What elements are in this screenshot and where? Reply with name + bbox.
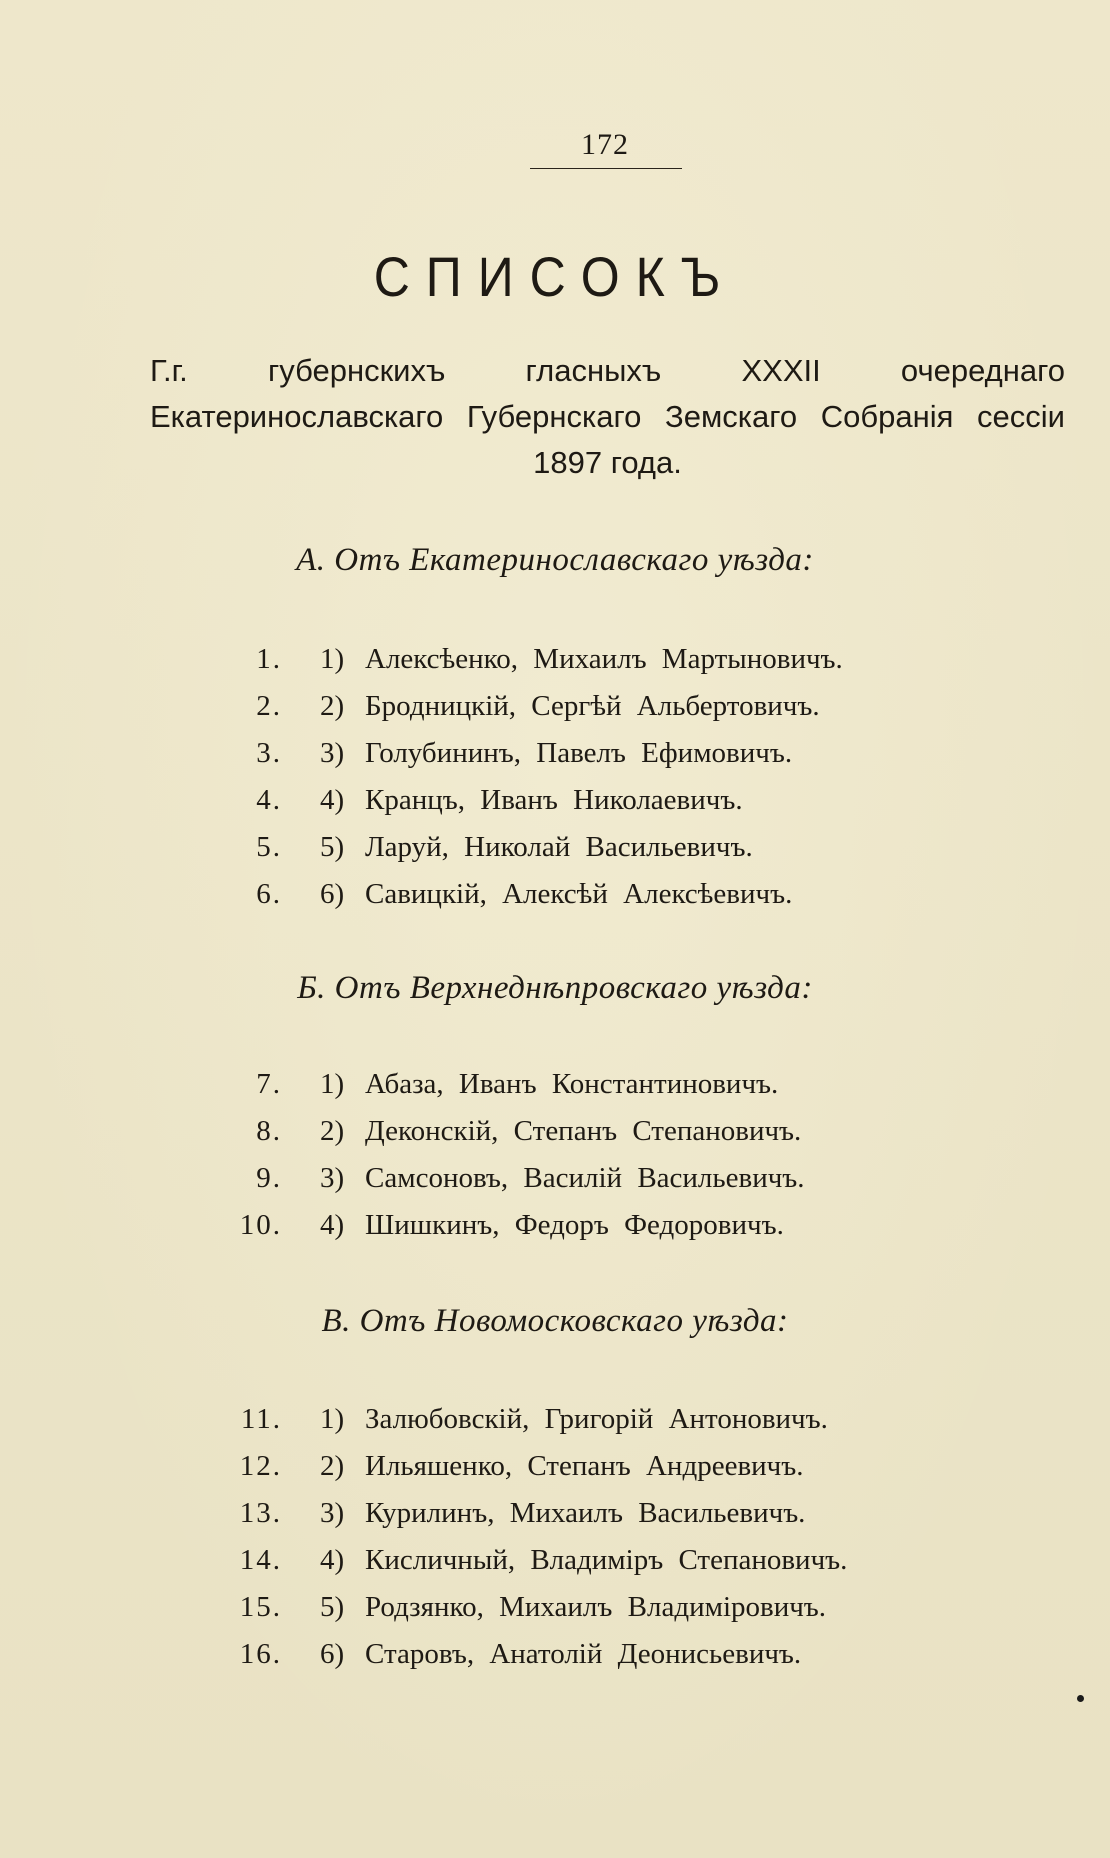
item-name: Кисличный, Владиміръ Степановичъ. — [365, 1544, 848, 1576]
item-name: Залюбовскій, Григорій Антоновичъ. — [365, 1403, 828, 1435]
document-title: СПИСОКЪ — [373, 245, 737, 309]
item-number: 9. — [256, 1162, 282, 1194]
item-sub-number: 4) — [320, 1209, 345, 1241]
item-sub-number: 3) — [320, 1162, 345, 1194]
item-name: Старовъ, Анатолій Деонисьевичъ. — [365, 1638, 802, 1670]
item-name: Шишкинъ, Федоръ Федоровичъ. — [365, 1209, 784, 1241]
section-heading-b — [0, 970, 1110, 1007]
item-number: 15. — [239, 1591, 282, 1623]
list-item — [220, 1537, 980, 1584]
list-item — [220, 871, 980, 918]
item-name: Кранцъ, Иванъ Николаевичъ. — [365, 784, 743, 816]
page-number: 172 — [581, 128, 629, 161]
item-name: Савицкій, Алексѣй Алексѣевичъ. — [365, 878, 793, 910]
item-sub-number: 2) — [320, 690, 345, 722]
list-item — [220, 1443, 980, 1490]
section-list-a — [220, 636, 980, 918]
list-item — [220, 777, 980, 824]
item-sub-number: 2) — [320, 1450, 345, 1482]
document-subtitle: Г.г. губернскихъ гласныхъ XXXII очереднаго Екатеринославскаго Губернскаго Земскаго Собранія сессіи 1897 года. — [150, 353, 1065, 480]
list-item — [220, 1584, 980, 1631]
item-name: Бродницкій, Сергѣй Альбертовичъ. — [365, 690, 820, 722]
item-sub-number: 3) — [320, 1497, 345, 1529]
item-number: 11. — [240, 1403, 282, 1435]
item-number: 16. — [239, 1638, 282, 1670]
section-heading-label: А. Отъ Екатеринославскаго уѣзда: — [296, 542, 814, 578]
item-number: 8. — [256, 1115, 282, 1147]
item-number: 14. — [239, 1544, 282, 1576]
item-name: Родзянко, Михаилъ Владиміровичъ. — [365, 1591, 827, 1623]
list-item — [220, 1631, 980, 1678]
list-item — [220, 1061, 980, 1108]
item-number: 12. — [239, 1450, 282, 1482]
list-item — [220, 1202, 980, 1249]
item-sub-number: 5) — [320, 1591, 345, 1623]
item-name: Ларуй, Николай Васильевичъ. — [365, 831, 753, 863]
page-number-rule — [530, 168, 682, 169]
list-item — [220, 824, 980, 871]
item-sub-number: 1) — [320, 1068, 345, 1100]
item-sub-number: 3) — [320, 737, 345, 769]
item-name: Ильяшенко, Степанъ Андреевичъ. — [365, 1450, 804, 1482]
section-heading-a — [0, 542, 1110, 579]
section-list-b — [220, 1061, 980, 1249]
item-sub-number: 1) — [320, 643, 345, 675]
item-number: 13. — [239, 1497, 282, 1529]
list-item — [220, 1155, 980, 1202]
list-item — [220, 1490, 980, 1537]
list-item — [220, 683, 980, 730]
item-name: Алексѣенко, Михаилъ Мартыновичъ. — [365, 643, 843, 675]
item-name: Самсоновъ, Василій Васильевичъ. — [365, 1162, 805, 1194]
item-sub-number: 2) — [320, 1115, 345, 1147]
section-heading-c — [0, 1303, 1110, 1340]
item-sub-number: 6) — [320, 878, 345, 910]
item-number: 6. — [256, 878, 282, 910]
item-sub-number: 4) — [320, 784, 345, 816]
item-sub-number: 5) — [320, 831, 345, 863]
list-item — [220, 1396, 980, 1443]
item-name: Деконскій, Степанъ Степановичъ. — [365, 1115, 802, 1147]
item-sub-number: 6) — [320, 1638, 345, 1670]
item-sub-number: 1) — [320, 1403, 345, 1435]
item-number: 5. — [256, 831, 282, 863]
item-sub-number: 4) — [320, 1544, 345, 1576]
item-number: 1. — [256, 643, 282, 675]
item-number: 4. — [256, 784, 282, 816]
section-heading-label: В. Отъ Новомосковскаго уѣзда: — [321, 1303, 789, 1339]
section-list-c — [220, 1396, 980, 1678]
item-name: Голубининъ, Павелъ Ефимовичъ. — [365, 737, 793, 769]
item-name: Курилинъ, Михаилъ Васильевичъ. — [365, 1497, 806, 1529]
item-name: Абаза, Иванъ Константиновичъ. — [365, 1068, 779, 1100]
list-item — [220, 1108, 980, 1155]
item-number: 3. — [256, 737, 282, 769]
list-item — [220, 636, 980, 683]
ink-speck — [1077, 1695, 1084, 1702]
item-number: 7. — [256, 1068, 282, 1100]
item-number: 2. — [256, 690, 282, 722]
section-heading-label: Б. Отъ Верхнеднѣпровскаго уѣзда: — [297, 970, 813, 1006]
list-item — [220, 730, 980, 777]
item-number: 10. — [239, 1209, 282, 1241]
